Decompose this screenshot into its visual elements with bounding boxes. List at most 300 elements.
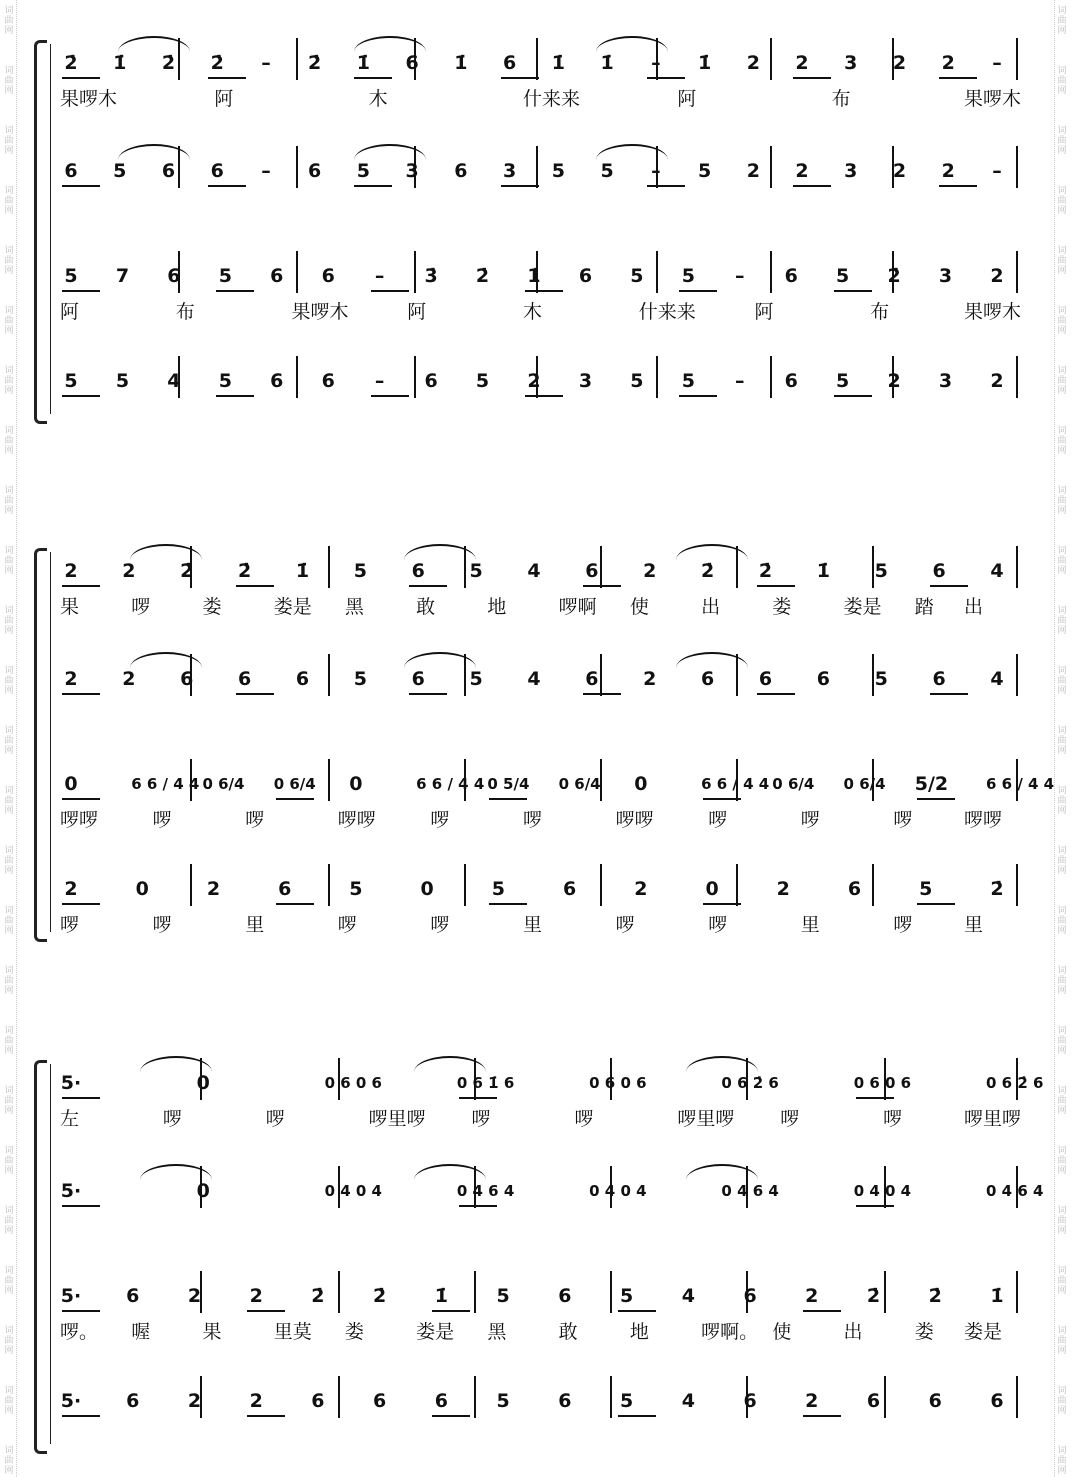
bar-line: [770, 251, 772, 293]
note: 5: [681, 370, 695, 392]
lyric: 果啰木: [60, 88, 118, 110]
underline-beam: [62, 185, 100, 187]
underline-beam: [216, 290, 254, 292]
note: –: [992, 52, 1002, 74]
note: 6: [411, 560, 425, 582]
lyric: 啰: [430, 809, 450, 831]
lyric: 阿: [214, 88, 234, 110]
note: 0 6/4: [558, 775, 601, 793]
note: 1̇: [295, 560, 310, 582]
note: 6: [928, 1390, 942, 1412]
note: 6: [311, 1390, 325, 1412]
note: 2: [527, 370, 541, 392]
note: 5: [353, 560, 367, 582]
watermark-text: 词 曲 网: [1057, 1386, 1067, 1416]
note: 2: [805, 1285, 819, 1307]
watermark-text: 词 曲 网: [4, 846, 14, 876]
watermark-text: 词 曲 网: [1057, 6, 1067, 36]
lyric: 木: [523, 301, 543, 323]
lyric: 娄是: [843, 596, 882, 618]
underline-beam: [917, 798, 955, 800]
underline-beam: [501, 185, 539, 187]
note: 6: [411, 668, 425, 690]
watermark-text: 词 曲 网: [4, 966, 14, 996]
note: 5: [681, 265, 695, 287]
bar-line: [296, 38, 298, 80]
watermark-text: 词 曲 网: [4, 1086, 14, 1116]
lyric: 出: [843, 1321, 863, 1343]
note: 0 6/4: [202, 775, 245, 793]
lyric: 阿: [677, 88, 697, 110]
note: 3: [503, 160, 517, 182]
lyric: 啰: [893, 914, 913, 936]
note: –: [374, 265, 385, 287]
note: 5: [356, 160, 371, 182]
lyric: 啰啊。: [701, 1321, 759, 1343]
score-system: [34, 548, 1055, 936]
lyric: 啰啊: [558, 596, 597, 618]
note: 5: [469, 560, 483, 582]
note: –: [735, 370, 745, 392]
note: 2: [892, 52, 907, 74]
lyric: 使: [772, 1321, 792, 1343]
note: 1̇: [434, 1285, 448, 1307]
note: 5·: [60, 1390, 82, 1412]
note: 0: [196, 1072, 210, 1094]
watermark-text: 词 曲 网: [4, 6, 14, 36]
note: 6: [238, 668, 252, 690]
watermark-text: 词 曲 网: [1057, 1026, 1067, 1056]
underline-beam: [803, 1415, 841, 1417]
note: 4: [990, 560, 1004, 582]
bar-line: [1016, 38, 1018, 80]
lyric: 果: [60, 596, 80, 618]
underline-beam: [62, 585, 100, 587]
bar-line: [296, 356, 298, 398]
watermark-text: 词 曲 网: [1057, 1326, 1067, 1356]
note: 6: [866, 1390, 881, 1412]
lyric: 布: [175, 301, 195, 323]
note: 6: [126, 1390, 140, 1412]
bar-line: [770, 356, 772, 398]
note: 6 6 / 4 4: [131, 775, 200, 793]
underline-beam: [62, 290, 100, 292]
lyric: 出: [964, 596, 984, 618]
note: 6: [210, 160, 224, 182]
note: 2̇: [238, 560, 252, 582]
lyric: 娄是: [964, 1321, 1003, 1343]
note: 1̇: [990, 1285, 1004, 1307]
note: 4: [681, 1390, 695, 1412]
note: 5: [619, 1390, 634, 1412]
note: 6: [126, 1285, 140, 1307]
note: 0: [420, 878, 434, 900]
note: –: [374, 370, 385, 392]
underline-beam: [208, 77, 246, 79]
note: 5: [600, 160, 614, 182]
note: 2: [887, 370, 901, 392]
watermark-text: 词 曲 网: [1057, 726, 1067, 756]
note: 2: [941, 52, 955, 74]
underline-beam: [371, 290, 409, 292]
note: 1̇: [600, 52, 614, 74]
note: 4: [990, 668, 1004, 690]
lyric: 啰: [245, 809, 265, 831]
lyric: 布: [831, 88, 851, 110]
underline-beam: [930, 693, 968, 695]
lyric: 啰啰: [60, 809, 99, 831]
lyric: 啰: [800, 809, 820, 831]
watermark-text: 词 曲 网: [1057, 1206, 1067, 1236]
note: 2̇: [887, 265, 901, 287]
watermark-text: 词 曲 网: [4, 246, 14, 276]
note: 3: [938, 370, 953, 392]
note: 0 6 0 6: [589, 1074, 647, 1092]
note: 6: [701, 668, 715, 690]
system-line: [50, 44, 51, 414]
bar-line: [610, 1271, 612, 1313]
lyric: 啰: [708, 809, 728, 831]
note: 2: [187, 1285, 202, 1307]
note: 6: [278, 878, 292, 900]
underline-beam: [583, 585, 621, 587]
watermark-text: 词 曲 网: [1057, 1266, 1067, 1296]
bar-line: [1016, 1376, 1018, 1418]
underline-beam: [62, 1415, 100, 1417]
bar-line: [872, 864, 874, 906]
note: 1̇: [551, 52, 565, 74]
note: 5: [491, 878, 505, 900]
lyric: 地: [629, 1321, 649, 1343]
lyric: 啰啰: [337, 809, 376, 831]
underline-beam: [917, 903, 955, 905]
lyric: 喔: [131, 1321, 151, 1343]
note: 6: [562, 878, 577, 900]
note: 5: [469, 668, 483, 690]
note: 6: [434, 1390, 448, 1412]
note: 6: [585, 668, 599, 690]
lyric: 敢: [416, 596, 436, 618]
note: –: [651, 52, 661, 74]
lyric: 黑: [487, 1321, 507, 1343]
watermark-text: 词 曲 网: [1057, 606, 1067, 636]
lyric: 啰: [60, 914, 80, 936]
note: 0 4 0 4: [589, 1182, 647, 1200]
lyric: 阿: [60, 301, 80, 323]
watermark-text: 词 曲 网: [1057, 486, 1067, 516]
watermark-text: 词 曲 网: [1057, 966, 1067, 996]
watermark-text: 词 曲 网: [4, 1386, 14, 1416]
note: 0 4 0 4: [853, 1182, 912, 1200]
lyric: 啰: [523, 809, 543, 831]
lyric: 果啰木: [964, 88, 1022, 110]
underline-beam: [62, 77, 100, 79]
lyric: 啰: [471, 1108, 491, 1130]
bar-line: [338, 1376, 340, 1418]
bar-line: [536, 38, 538, 80]
note: 5: [64, 370, 78, 392]
underline-beam: [247, 1310, 285, 1312]
note: 7: [115, 265, 130, 287]
underline-beam: [679, 290, 717, 292]
watermark-text: 词 曲 网: [1057, 846, 1067, 876]
underline-beam: [354, 185, 392, 187]
watermark-text: 词 曲 网: [4, 666, 14, 696]
note: 5: [113, 160, 127, 182]
watermark-text: 词 曲 网: [1057, 546, 1067, 576]
note: 5: [836, 370, 850, 392]
note: 2̇: [475, 265, 490, 287]
note: 2̇: [180, 560, 194, 582]
bar-line: [414, 356, 416, 398]
note: 5: [919, 878, 933, 900]
bar-line: [338, 1271, 340, 1313]
note: 2: [795, 160, 809, 182]
note: 0 6 0 6: [324, 1074, 382, 1092]
note: 2: [892, 160, 907, 182]
note: 4: [167, 370, 181, 392]
watermark-text: 词 曲 网: [4, 1206, 14, 1236]
lyric: 果啰木: [291, 301, 349, 323]
underline-beam: [276, 903, 314, 905]
note: 2: [249, 1390, 263, 1412]
underline-beam: [371, 395, 409, 397]
lyric: 左: [60, 1108, 80, 1130]
lyric: 啰: [780, 1108, 800, 1130]
underline-beam: [939, 185, 977, 187]
note: 6: [558, 1285, 572, 1307]
note: 6: [816, 668, 830, 690]
lyric: 啰里啰: [964, 1108, 1022, 1130]
lyric: 里: [964, 914, 984, 936]
note: 0 4 6 4: [721, 1182, 779, 1200]
bar-line: [328, 864, 330, 906]
note: 6: [180, 668, 194, 690]
underline-beam: [62, 903, 100, 905]
note: 6: [321, 370, 335, 392]
note: 0 6/4: [273, 775, 316, 793]
note: 6 6 / 4 4: [701, 775, 770, 793]
note: 5: [218, 265, 232, 287]
note: 6: [743, 1390, 757, 1412]
note: 5/2: [914, 773, 949, 795]
bar-line: [1016, 146, 1018, 188]
note: 0 4 6 4: [456, 1182, 515, 1200]
underline-beam: [62, 1205, 100, 1207]
note: 2: [643, 668, 657, 690]
underline-beam: [939, 77, 977, 79]
note: 6: [758, 668, 773, 690]
watermark-text: 词 曲 网: [1057, 786, 1067, 816]
underline-beam: [757, 585, 795, 587]
lyric: 啰: [430, 914, 450, 936]
note: 2: [941, 160, 955, 182]
note: 6: [585, 560, 599, 582]
note: 6: [454, 160, 468, 182]
note: 5: [619, 1285, 634, 1307]
bar-line: [610, 1376, 612, 1418]
system-brace: [34, 1060, 47, 1454]
bar-line: [656, 356, 658, 398]
note: –: [992, 160, 1002, 182]
watermark-text: 词 曲 网: [1057, 66, 1067, 96]
bar-line: [1016, 546, 1018, 588]
underline-beam: [409, 693, 447, 695]
note: 2: [122, 668, 136, 690]
note: 0: [64, 773, 78, 795]
watermark-right: [1054, 0, 1069, 1477]
note: 6 6 / 4 4: [986, 775, 1055, 793]
underline-beam: [62, 395, 100, 397]
underline-beam: [618, 1310, 656, 1312]
lyric: 啰: [615, 914, 635, 936]
lyric: 啰: [162, 1108, 182, 1130]
note: 6: [503, 52, 517, 74]
watermark-text: 词 曲 网: [4, 126, 14, 156]
note: 3: [938, 265, 953, 287]
lyric: 啰啰: [615, 809, 654, 831]
underline-beam: [208, 185, 246, 187]
watermark-text: 词 曲 网: [1057, 1146, 1067, 1176]
note: 2: [776, 878, 790, 900]
note: 6: [295, 668, 310, 690]
note: 3: [578, 370, 593, 392]
lyric: 什来来: [638, 301, 696, 323]
note: 6: [990, 1390, 1004, 1412]
note: 5: [115, 370, 130, 392]
note: 2̇: [701, 560, 715, 582]
note: 2: [249, 1285, 263, 1307]
lyric: 啰: [883, 1108, 903, 1130]
note: 1̇: [697, 52, 712, 74]
lyric: 娄是: [416, 1321, 455, 1343]
underline-beam: [432, 1310, 470, 1312]
note: 0 6 0 6: [853, 1074, 912, 1092]
note: 2: [795, 52, 809, 74]
note: 5: [218, 370, 232, 392]
bar-line: [1016, 251, 1018, 293]
watermark-text: 词 曲 网: [4, 546, 14, 576]
lyric: 什来来: [523, 88, 581, 110]
note: 0: [135, 878, 149, 900]
note: 3̇: [424, 265, 438, 287]
underline-beam: [793, 77, 831, 79]
watermark-text: 词 曲 网: [1057, 1446, 1067, 1476]
watermark-text: 词 曲 网: [1057, 366, 1067, 396]
lyric: 敢: [558, 1321, 578, 1343]
note: 6: [743, 1285, 757, 1307]
bar-line: [770, 38, 772, 80]
bar-line: [296, 146, 298, 188]
note: 6: [270, 370, 284, 392]
note: 6: [161, 160, 176, 182]
note: 3: [844, 52, 858, 74]
note: 6 6 / 4 4: [416, 775, 485, 793]
note: 0 6/4: [843, 775, 886, 793]
note: 5: [475, 370, 490, 392]
note: 0: [349, 773, 363, 795]
bar-line: [474, 1376, 476, 1418]
note: 5·: [60, 1285, 82, 1307]
bar-line: [296, 251, 298, 293]
note: 0 6 2̇ 6: [721, 1074, 779, 1092]
lyric: 出: [701, 596, 721, 618]
bar-line: [736, 864, 738, 906]
underline-beam: [459, 1097, 497, 1099]
watermark-text: 词 曲 网: [1057, 426, 1067, 456]
system-line: [50, 552, 51, 932]
system-line: [50, 1064, 51, 1444]
note: 3: [844, 160, 858, 182]
lyric: 啰啰: [964, 809, 1003, 831]
lyric: 布: [870, 301, 890, 323]
watermark-text: 词 曲 网: [4, 1146, 14, 1176]
bar-line: [1016, 654, 1018, 696]
lyric: 啰: [574, 1108, 594, 1130]
watermark-text: 词 曲 网: [4, 1326, 14, 1356]
note: 2: [990, 265, 1004, 287]
note: 2̇: [928, 1285, 942, 1307]
watermark-text: 词 曲 网: [1057, 126, 1067, 156]
note: 2̇: [161, 52, 176, 74]
note: 2: [122, 560, 136, 582]
note: 1̇: [356, 52, 371, 74]
note: 2̇: [311, 1285, 325, 1307]
note: 3: [405, 160, 419, 182]
watermark-text: 词 曲 网: [4, 786, 14, 816]
lyric: 果: [202, 1321, 222, 1343]
note: 1̇: [816, 560, 830, 582]
bar-line: [1016, 356, 1018, 398]
note: 2̇: [866, 1285, 881, 1307]
underline-beam: [489, 903, 527, 905]
note: –: [261, 52, 271, 74]
note: 6: [424, 370, 438, 392]
note: 6: [847, 878, 862, 900]
bar-line: [600, 864, 602, 906]
note: 5: [697, 160, 712, 182]
note: 1̇: [454, 52, 468, 74]
note: 5: [353, 668, 367, 690]
bar-line: [464, 864, 466, 906]
underline-beam: [409, 585, 447, 587]
note: 5: [630, 265, 644, 287]
watermark-text: 词 曲 网: [4, 426, 14, 456]
note: 0 6 2̇ 6: [986, 1074, 1044, 1092]
watermark-text: 词 曲 网: [4, 486, 14, 516]
watermark-text: 词 曲 网: [4, 1446, 14, 1476]
lyric: 踏: [914, 596, 934, 618]
score-system: [34, 1060, 1044, 1448]
watermark-left: [2, 0, 17, 1477]
underline-beam: [679, 395, 717, 397]
watermark-text: 词 曲 网: [4, 1266, 14, 1296]
lyric: 娄: [772, 596, 792, 618]
note: 2̇: [758, 560, 773, 582]
underline-beam: [432, 1415, 470, 1417]
note: 2̇: [373, 1285, 387, 1307]
lyric: 娄: [914, 1321, 934, 1343]
underline-beam: [62, 1310, 100, 1312]
underline-beam: [62, 798, 100, 800]
note: 0: [196, 1180, 210, 1202]
underline-beam: [703, 798, 741, 800]
underline-beam: [216, 395, 254, 397]
note: 2: [805, 1390, 819, 1412]
note: –: [735, 265, 745, 287]
underline-beam: [647, 185, 685, 187]
note: 5: [874, 668, 888, 690]
